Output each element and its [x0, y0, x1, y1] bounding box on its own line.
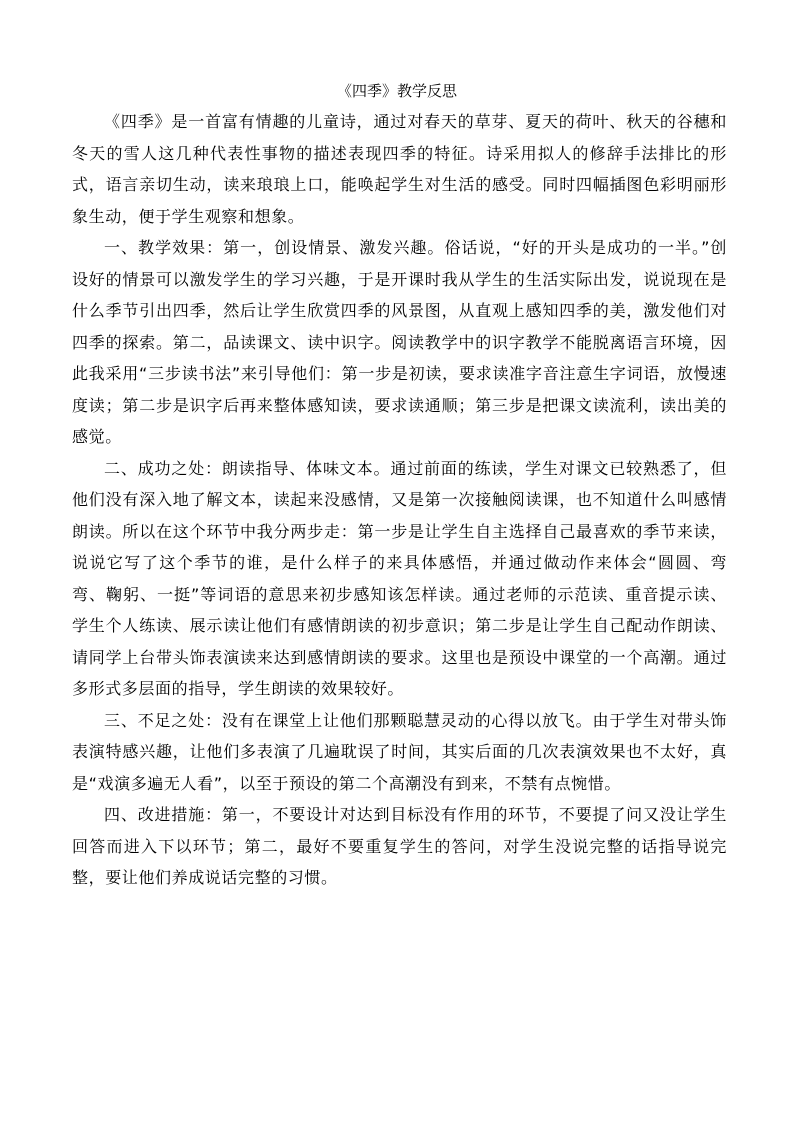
- document-title: 《四季》教学反思: [336, 82, 457, 100]
- document-body: [72, 106, 727, 894]
- paragraph-shortcomings: 三、不足之处：没有在课堂上让他们那颗聪慧灵动的心得以放飞。由于学生对带头饰表演特感兴趣，让他们多表演了几遍耽误了时间，其实后面的几次表演效果也不太好，真是“戏演多遍无人看”，以至于预设的第二个高潮没有到来，不禁有点惋惜。: [72, 710, 727, 793]
- paragraph-teaching-effect: 一、教学效果：第一，创设情景、激发兴趣。俗话说，“好的开头是成功的一半。”创设好的情景可以激发学生的学习兴趣，于是开课时我从学生的生活实际出发，说说现在是什么季节引出四季，然后让学生欣赏四季的风景图，从直观上感知四季的美，激发他们对四季的探索。第二，品读课文、读中识字。阅读教学中的识字教学不能脱离语言环境，因此我采用“三步读书法”来引导他们：第一步是初读，要求读准字音注意生字词语，放慢速度读；第二步是识字后再来整体感知读，要求读通顺；第三步是把课文读流利，读出美的感觉。: [72, 238, 727, 446]
- paragraph-successes: 二、成功之处：朗读指导、体味文本。通过前面的练读，学生对课文已较熟悉了，但他们没有深入地了解文本，读起来没感情，又是第一次接触阅读课，也不知道什么叫感情朗读。所以在这个环节中我分两步走：第一步是让学生自主选择自己最喜欢的季节来读，说说它写了这个季节的谁，是什么样子的来具体感悟，并通过做动作来体会“圆圆、弯弯、鞠躬、一挺”等词语的意思来初步感知该怎样读。通过老师的示范读、重音提示读、学生个人练读、展示读让他们有感情朗读的初步意识；第二步是让学生自己配动作朗读、请同学上台带头饰表演读来达到感情朗读的要求。这里也是预设中课堂的一个高潮。通过多形式多层面的指导，学生朗读的效果较好。: [72, 458, 727, 698]
- paragraph-intro: 《四季》是一首富有情趣的儿童诗，通过对春天的草芽、夏天的荷叶、秋天的谷穗和冬天的雪人这几种代表性事物的描述表现四季的特征。诗采用拟人的修辞手法排比的形式，语言亲切生动，读来琅琅上口，能唤起学生对生活的感受。同时四幅插图色彩明丽形象生动，便于学生观察和想象。: [72, 112, 727, 226]
- paragraph-improvements: 四、改进措施：第一，不要设计对达到目标没有作用的环节，不要提了问又没让学生回答而进入下以环节；第二，最好不要重复学生的答问，对学生没说完整的话指导说完整，要让他们养成说话完整的习惯。: [72, 805, 727, 887]
